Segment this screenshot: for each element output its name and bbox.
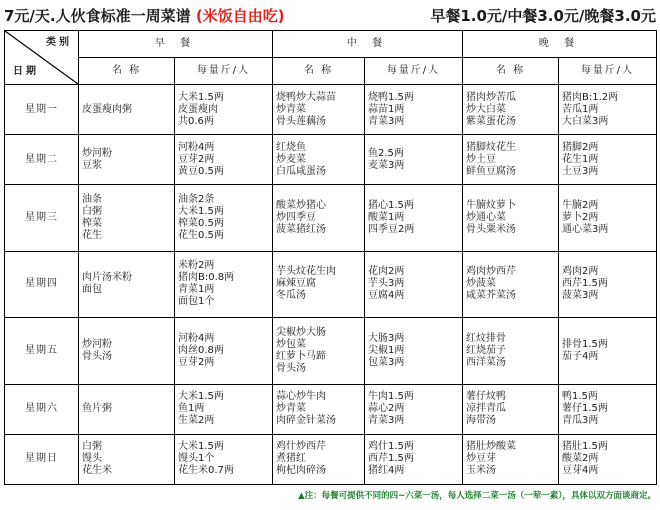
breakfast-dishes: 炒河粉 豆浆	[79, 135, 175, 185]
lunch-dishes: 红烧鱼 炒麦菜 白瓜咸蛋汤	[273, 135, 365, 185]
lunch-dishes: 酸菜炒猪心 炒四季豆 菠菜猪红汤	[273, 185, 365, 251]
breakfast-quantity: 河粉4两 豆芽2两 黄豆0.5两	[175, 135, 273, 185]
day-label: 星期二	[5, 135, 79, 185]
lunch-quantity: 牛肉1.5两 蒜心2两 青菜3两	[365, 384, 463, 434]
dinner-quantity: 猪脚2两 花生1两 土豆3两	[559, 135, 657, 185]
dinner-header: 晚 餐	[463, 31, 657, 58]
lunch-quantity: 猪心1.5两 酸菜1两 四季豆2两	[365, 185, 463, 251]
lunch-name-header: 名 称	[273, 58, 365, 85]
free-rice-note: (米饭自由吃)	[195, 7, 285, 25]
lunch-dishes: 尖椒炒大肠 炒包菜 红萝卜马蹄 骨头汤	[273, 318, 365, 384]
lunch-quantity: 大肠3两 尖椒1两 包菜3两	[365, 318, 463, 384]
breakfast-quantity: 大米1.5两 皮蛋瘦肉 共0.6两	[175, 85, 273, 135]
dinner-dishes: 红炆排骨 红烧茄子 西洋菜汤	[463, 318, 559, 384]
table-row	[5, 85, 657, 135]
breakfast-quantity: 大米1.5两 鱼1两 生菜2两	[175, 384, 273, 434]
breakfast-dishes: 肉片汤米粉 面包	[79, 251, 175, 317]
breakfast-dishes: 鱼片粥	[79, 384, 175, 434]
dinner-quantity: 牛腩2两 萝卜2两 通心菜3两	[559, 185, 657, 251]
dinner-quantity: 猪肉B:1.2两 苦瓜1两 大白菜3两	[559, 85, 657, 135]
day-label: 星期四	[5, 251, 79, 317]
lunch-quantity: 烧鸭1.5两 蒜苗1两 青菜3两	[365, 85, 463, 135]
lunch-quantity: 花肉2两 芋头3两 豆腐4两	[365, 251, 463, 317]
table-row	[5, 384, 657, 434]
lunch-quantity: 鱼2.5两 麦菜3两	[365, 135, 463, 185]
table-row	[5, 185, 657, 251]
dinner-dishes: 薯仔炆鸭 凉拌青瓜 海带汤	[463, 384, 559, 434]
category-date-header	[5, 31, 79, 85]
meal-prices: 早餐1.0元/中餐3.0元/晚餐3.0元	[430, 7, 656, 25]
dinner-quantity: 鸭1.5两 薯仔1.5两 青瓜3两	[559, 384, 657, 434]
dinner-quantity: 排骨1.5两 茄子4两	[559, 318, 657, 384]
dinner-name-header: 名 称	[463, 58, 559, 85]
breakfast-dishes: 炒河粉 骨头汤	[79, 318, 175, 384]
breakfast-qty-header: 每量斤/人	[175, 58, 273, 85]
table-row	[5, 434, 657, 484]
dinner-quantity: 猪肚1.5两 酸菜2两 豆芽4两	[559, 434, 657, 484]
table-row	[5, 135, 657, 185]
lunch-dishes: 蒜心炒牛肉 炒青菜 肉碎金针菜汤	[273, 384, 365, 434]
footnote: ▲注：每餐可提供不同的四~六菜一汤，每人选择二菜一汤（一荤一素），具体以双方面谈商定。	[298, 491, 656, 501]
breakfast-header: 早 餐	[79, 31, 273, 58]
dinner-quantity: 鸡肉2两 西芹1.5两 菠菜3两	[559, 251, 657, 317]
day-label: 星期日	[5, 434, 79, 484]
breakfast-dishes: 白粥 馒头 花生米	[79, 434, 175, 484]
breakfast-quantity: 大米1.5两 馒头1个 花生米0.7两	[175, 434, 273, 484]
breakfast-dishes: 皮蛋瘦肉粥	[79, 85, 175, 135]
menu-title	[4, 5, 285, 26]
breakfast-dishes: 油条 白粥 榨菜 花生	[79, 185, 175, 251]
day-label: 星期一	[5, 85, 79, 135]
weekly-menu-table	[4, 30, 657, 485]
dinner-dishes: 猪脚炆花生 炒土豆 鲜鱼豆腐汤	[463, 135, 559, 185]
dinner-dishes: 牛腩炆萝卜 炒通心菜 骨头粟米汤	[463, 185, 559, 251]
dinner-dishes: 猪肚炒酸菜 炒豆芽 玉米汤	[463, 434, 559, 484]
day-label: 星期三	[5, 185, 79, 251]
title-bar	[4, 4, 656, 26]
table-row	[5, 251, 657, 317]
table-row	[5, 318, 657, 384]
breakfast-name-header: 名 称	[79, 58, 175, 85]
dinner-dishes: 鸡肉炒西芹 炒菠菜 咸菜芥菜汤	[463, 251, 559, 317]
lunch-header: 中 餐	[273, 31, 463, 58]
breakfast-quantity: 油条2条 大米1.5两 榨菜0.5两 花生0.5两	[175, 185, 273, 251]
day-label: 星期五	[5, 318, 79, 384]
breakfast-quantity: 河粉4两 肉丝0.8两 豆芽2两	[175, 318, 273, 384]
lunch-quantity: 鸡什1.5两 西芹1.5两 猪红4两	[365, 434, 463, 484]
category-label: 类别	[46, 37, 72, 48]
lunch-dishes: 芋头炆花生肉 麻辣豆腐 冬瓜汤	[273, 251, 365, 317]
dinner-dishes: 猪肉炒苦瓜 炒大白菜 紫菜蛋花汤	[463, 85, 559, 135]
date-label: 日期	[13, 66, 39, 77]
lunch-qty-header: 每量斤/人	[365, 58, 463, 85]
price-standard-title: 7元/天.人伙食标准一周菜谱	[4, 7, 191, 25]
breakfast-quantity: 米粉2两 猪肉B:0.8两 青菜1两 面包1个	[175, 251, 273, 317]
dinner-qty-header: 每量斤/人	[559, 58, 657, 85]
lunch-dishes: 烧鸭炒大蒜苗 炒青菜 骨头莲藕汤	[273, 85, 365, 135]
day-label: 星期六	[5, 384, 79, 434]
lunch-dishes: 鸡什炒西芹 煮猪红 枸杞肉碎汤	[273, 434, 365, 484]
